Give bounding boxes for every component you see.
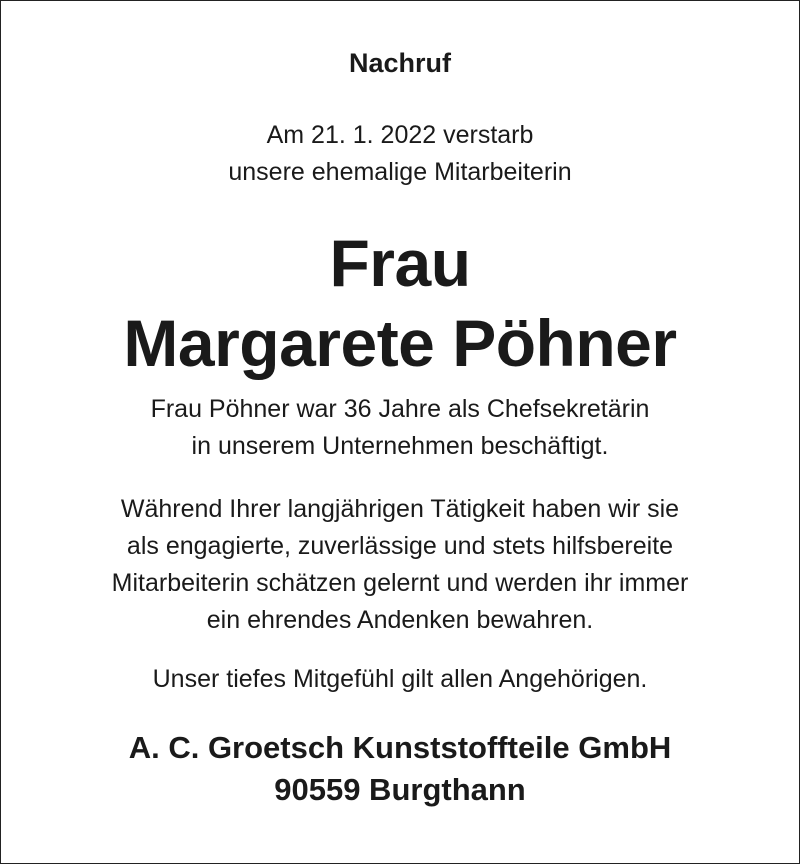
notice-title: Nachruf (348, 48, 451, 78)
paragraph-line: Während Ihrer langjährigen Tätigkeit haben wir sie (120, 495, 680, 523)
employment-paragraph (1, 391, 799, 465)
intro-line: unsere ehemalige Mitarbeiterin (228, 158, 572, 186)
paragraph-line: Frau Pöhner war 36 Jahre als Chefsekretärin (150, 395, 650, 423)
name-salutation: Frau (329, 226, 471, 300)
intro-text (1, 117, 799, 191)
condolence-text: Unser tiefes Mitgefühl gilt allen Angehörigen. (152, 665, 648, 693)
company-name: A. C. Groetsch Kunststoffteile GmbH (128, 730, 672, 765)
tribute-paragraph (1, 491, 799, 639)
paragraph-line: in unserem Unternehmen beschäftigt. (191, 432, 609, 460)
intro-line: Am 21. 1. 2022 verstarb (266, 121, 534, 149)
company-address: 90559 Burgthann (274, 772, 526, 807)
paragraph-line: ein ehrendes Andenken bewahren. (206, 606, 594, 634)
company-signature (1, 727, 799, 811)
paragraph-line: Mitarbeiterin schätzen gelernt und werden ihr immer (111, 569, 689, 597)
name-full: Margarete Pöhner (123, 306, 677, 380)
deceased-name (1, 223, 799, 383)
paragraph-line: als engagierte, zuverlässige und stets hilfsbereite (126, 532, 674, 560)
